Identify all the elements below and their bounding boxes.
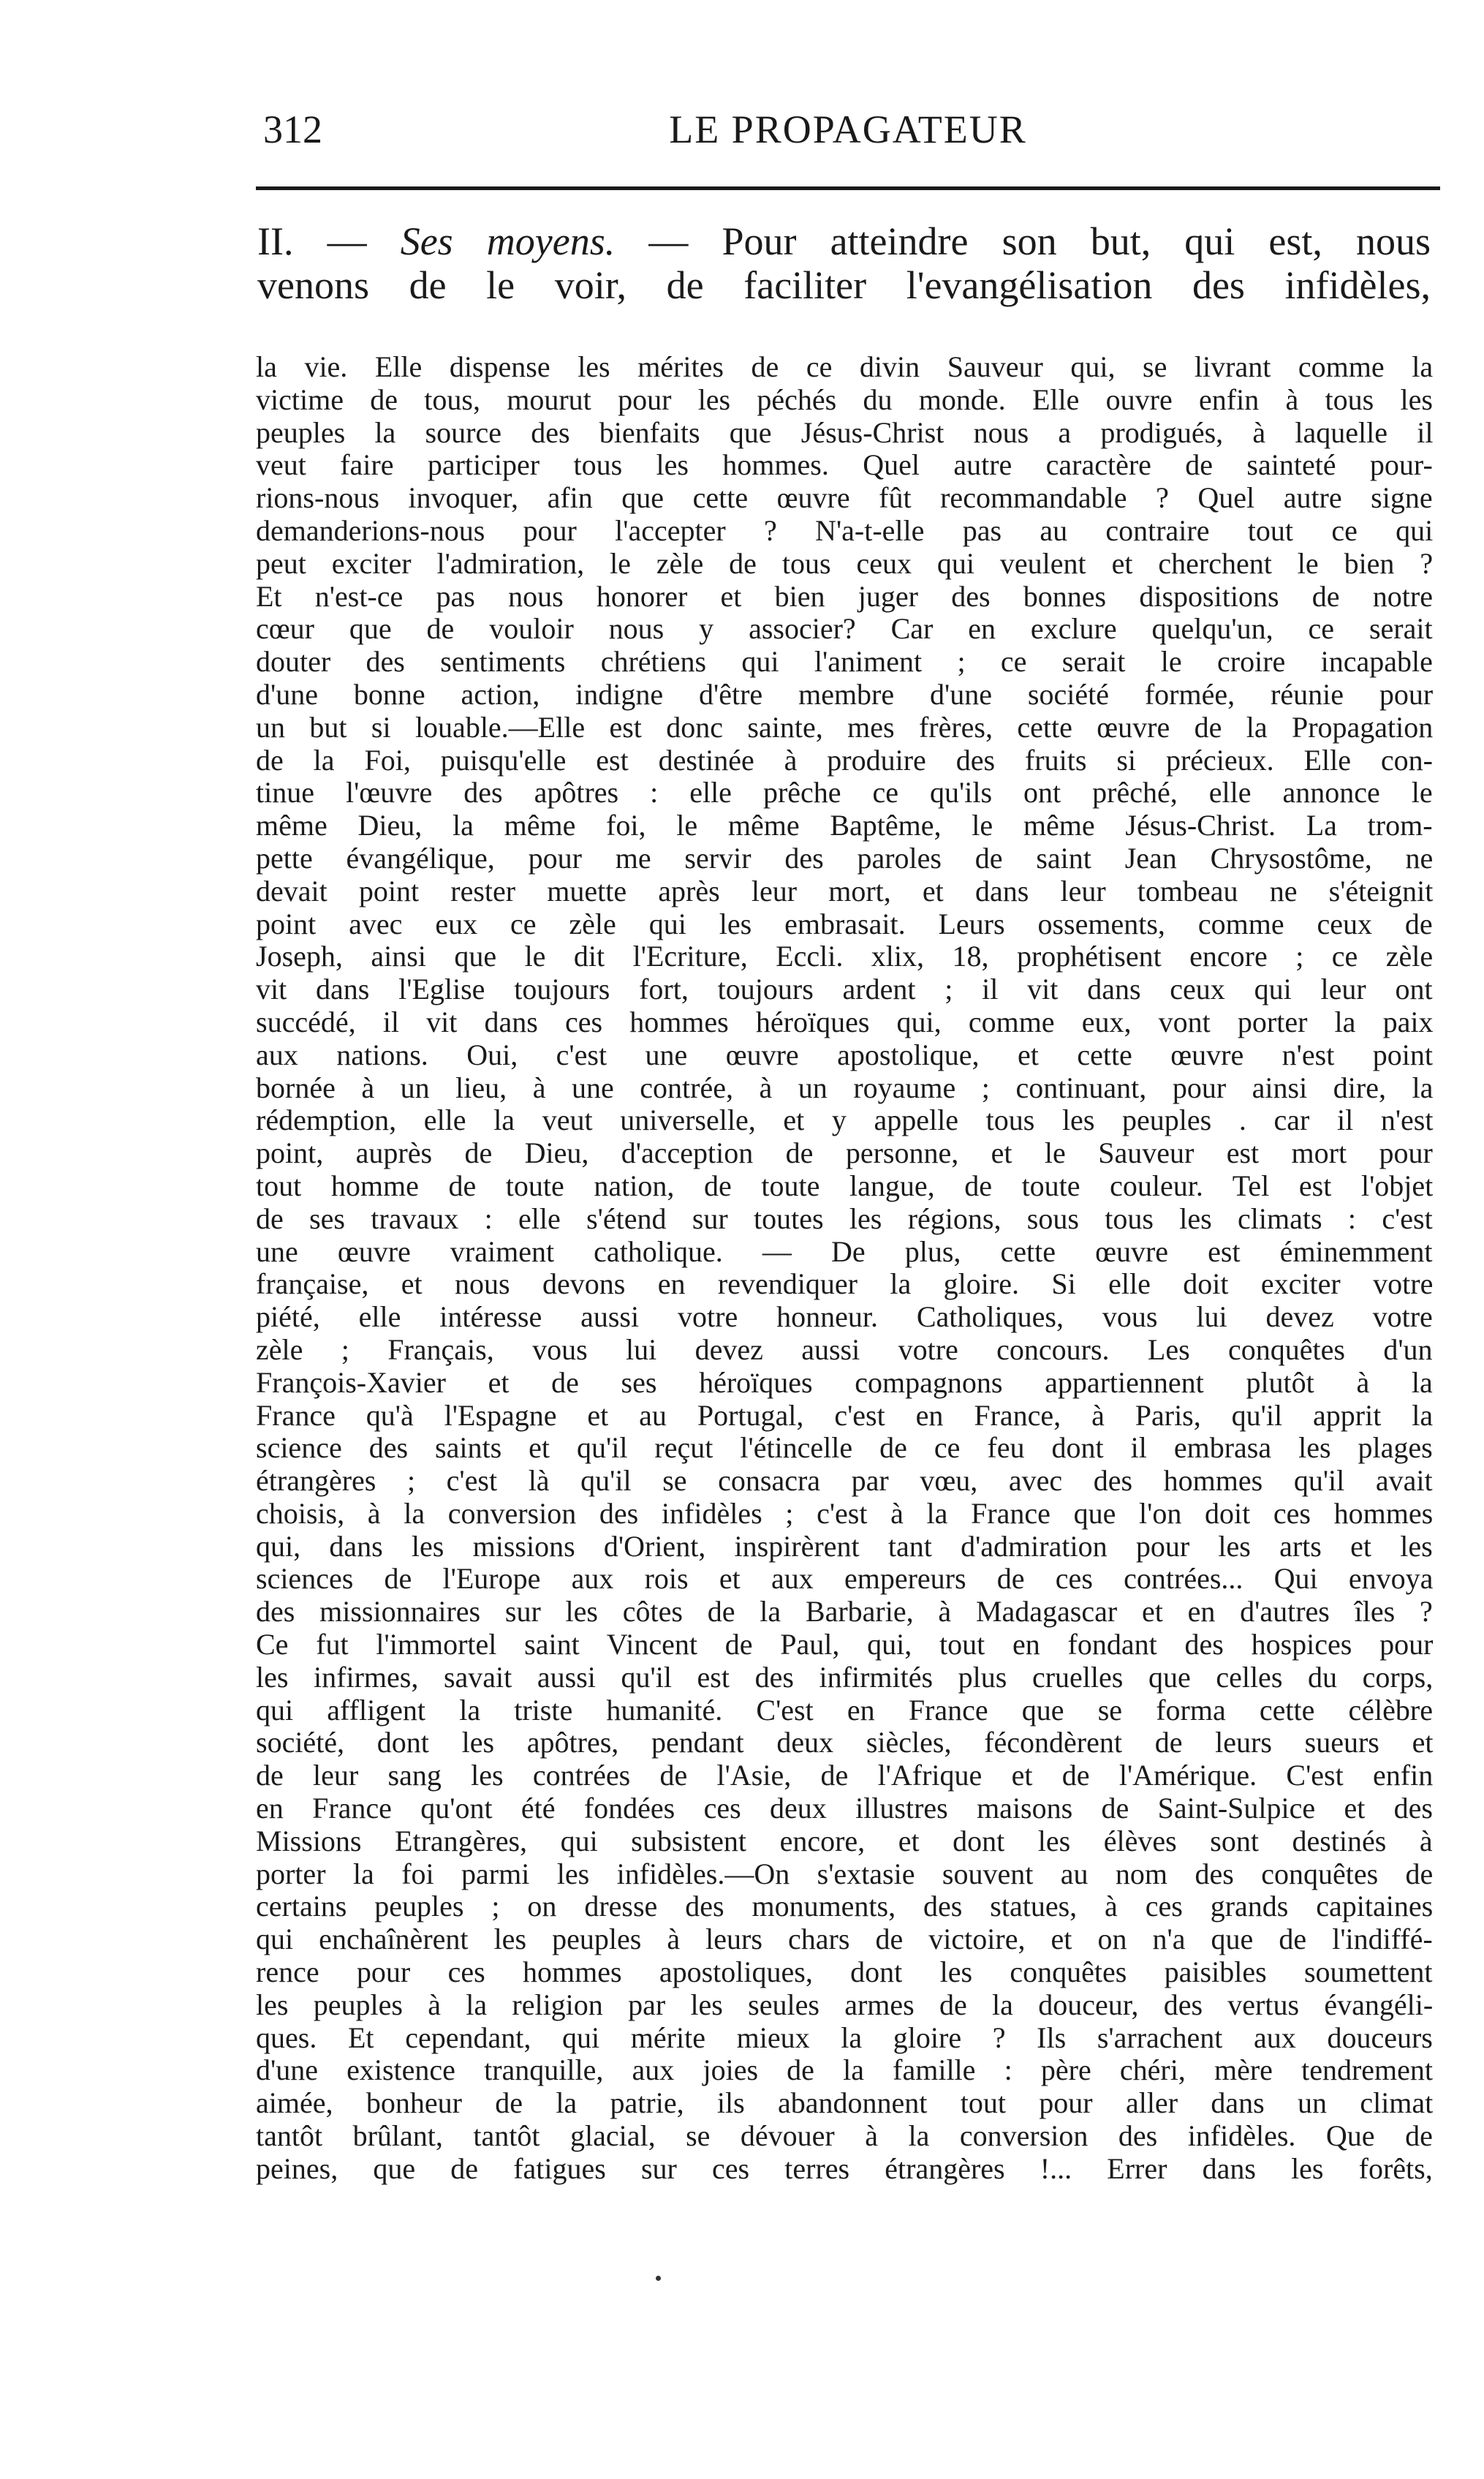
body-line: de leur sang les contrées de l'Asie, de l'Afrique et de l'Amérique. C'est enfin — [256, 1759, 1434, 1792]
body-line: François-Xavier et de ses héroïques compagnons appartiennent plutôt à la — [256, 1365, 1433, 1399]
body-line: tinue l'œuvre des apôtres : elle prêche ce qu'ils ont prêché, elle annonce le — [256, 776, 1433, 810]
body-line: victime de tous, mourut pour les péchés du monde. Elle ouvre enfin à tous les — [256, 382, 1433, 416]
body-line: de ses travaux : elle s'étend sur toutes les régions, sous tous les climats : c'est — [256, 1201, 1433, 1235]
section-heading-line-1 — [257, 219, 1431, 263]
body-line: piété, elle intéresse aussi votre honneur. Catholiques, vous lui devez votre — [256, 1300, 1433, 1334]
body-text — [256, 351, 1433, 2186]
body-line: de la Foi, puisqu'elle est destinée à produire des fruits si précieux. Elle con- — [256, 743, 1433, 777]
body-line: veut faire participer tous les hommes. Quel autre caractère de sainteté pour- — [256, 448, 1433, 482]
page-number: 312 — [263, 107, 322, 151]
body-line: douter des sentiments chrétiens qui l'animent ; ce serait le croire incapable — [256, 645, 1433, 679]
body-line: aux nations. Oui, c'est une œuvre apostolique, et cette œuvre n'est point — [256, 1038, 1434, 1071]
body-line: peuples la source des bienfaits que Jésus-Christ nous a prodigués, à laquelle il — [256, 415, 1434, 449]
body-line: les peuples à la religion par les seules armes de la douceur, des vertus évangéli- — [256, 1988, 1434, 2021]
body-line: même Dieu, la même foi, le même Baptême, le même Jésus-Christ. La trom- — [256, 809, 1433, 842]
body-line: Et n'est-ce pas nous honorer et bien juger des bonnes dispositions de notre — [256, 579, 1433, 613]
body-line: la vie. Elle dispense les mérites de ce divin Sauveur qui, se livrant comme la — [256, 350, 1434, 383]
body-line: porter la foi parmi les infidèles.—On s'extasie souvent au nom des conquêtes de — [256, 1857, 1434, 1890]
body-line: tantôt brûlant, tantôt glacial, se dévouer à la conversion des infidèles. Que de — [256, 2119, 1433, 2153]
footer-dot — [656, 2276, 661, 2281]
body-line: en France qu'ont été fondées ces deux illustres maisons de Saint-Sulpice et des — [256, 1792, 1433, 1825]
section-heading-rest: — Pour atteindre son but, qui est, nous — [648, 219, 1431, 263]
body-line: d'une bonne action, indigne d'être membre d'une société formée, réunie pour — [256, 677, 1434, 711]
body-line: pette évangélique, pour me servir des paroles de saint Jean Chrysostôme, ne — [256, 841, 1434, 875]
body-line: cœur que de vouloir nous y associer? Car en exclure quelqu'un, ce serait — [256, 612, 1433, 646]
body-line: succédé, il vit dans ces hommes héroïques qui, comme eux, vont porter la paix — [256, 1005, 1434, 1038]
body-line: devait point rester muette après leur mort, et dans leur tombeau ne s'éteignit — [256, 874, 1434, 908]
body-line: bornée à un lieu, à une contrée, à un royaume ; continuant, pour ainsi dire, la — [256, 1071, 1434, 1104]
body-line: rions-nous invoquer, afin que cette œuvre fût recommandable ? Quel autre signe — [256, 481, 1433, 515]
body-line: demanderions-nous pour l'accepter ? N'a-t-elle pas au contraire tout ce qui — [256, 513, 1434, 547]
body-line: peut exciter l'admiration, le zèle de tous ceux qui veulent et cherchent le bien ? — [256, 546, 1434, 580]
body-line: tout homme de toute nation, de toute langue, de toute couleur. Tel est l'objet — [256, 1169, 1434, 1202]
body-line: science des saints et qu'il reçut l'étincelle de ce feu dont il embrasa les plages — [256, 1431, 1433, 1465]
body-line: étrangères ; c'est là qu'il se consacra par vœu, avec des hommes qu'il avait — [256, 1464, 1433, 1498]
body-line: vit dans l'Eglise toujours fort, toujours ardent ; il vit dans ceux qui leur ont — [256, 973, 1433, 1006]
header-rule — [256, 186, 1440, 190]
body-line: un but si louable.—Elle est donc sainte, mes frères, cette œuvre de la Propagation — [256, 710, 1434, 744]
body-line: ques. Et cependant, qui mérite mieux la gloire ? Ils s'arrachent aux douceurs — [256, 2020, 1433, 2054]
body-line: qui, dans les missions d'Orient, inspirèrent tant d'admiration pour les arts et les — [256, 1529, 1433, 1563]
section-title: Ses moyens. — [400, 219, 616, 263]
body-line: d'une existence tranquille, aux joies de la famille : père chéri, mère tendrement — [256, 2053, 1433, 2087]
section-number: II. — — [257, 219, 367, 263]
body-line: les infirmes, savait aussi qu'il est des infirmités plus cruelles que celles du corps, — [256, 1660, 1434, 1694]
body-line: Missions Etrangères, qui subsistent encore, et dont les élèves sont destinés à — [256, 1824, 1433, 1857]
body-line: aimée, bonheur de la patrie, ils abandonnent tout pour aller dans un climat — [256, 2086, 1434, 2120]
body-line: choisis, à la conversion des infidèles ; c'est à la France que l'on doit ces hommes — [256, 1496, 1434, 1530]
body-line: des missionnaires sur les côtes de la Barbarie, à Madagascar et en d'autres îles ? — [256, 1595, 1433, 1629]
body-line: qui enchaînèrent les peuples à leurs chars de victoire, et on n'a que de l'indiffé- — [256, 1923, 1433, 1956]
body-line: point avec eux ce zèle qui les embrasait. Leurs ossements, comme ceux de — [256, 907, 1433, 940]
body-line: certains peuples ; on dresse des monuments, des statues, à ces grands capitaines — [256, 1890, 1434, 1923]
body-line: une œuvre vraiment catholique. — De plus, cette œuvre est éminemment — [256, 1234, 1433, 1268]
running-head — [263, 104, 1433, 155]
body-line: peines, que de fatigues sur ces terres étrangères !... Errer dans les forêts, — [256, 2151, 1433, 2185]
body-line: France qu'à l'Espagne et au Portugal, c'est en France, à Paris, qu'il apprit la — [256, 1398, 1434, 1432]
section-heading — [257, 219, 1431, 307]
body-line: rédemption, elle la veut universelle, et y appelle tous les peuples . car il n'est — [256, 1103, 1434, 1137]
section-heading-line-2: venons de le voir, de faciliter l'evangélisation des infidèles, — [257, 263, 1431, 307]
body-line: qui affligent la triste humanité. C'est en France que se forma cette célèbre — [256, 1693, 1433, 1727]
body-line: française, et nous devons en revendiquer la gloire. Si elle doit exciter votre — [256, 1267, 1434, 1301]
body-line: sciences de l'Europe aux rois et aux empereurs de ces contrées... Qui envoya — [256, 1562, 1434, 1596]
body-line: zèle ; Français, vous lui devez aussi votre concours. Les conquêtes d'un — [256, 1332, 1433, 1366]
body-line: Ce fut l'immortel saint Vincent de Paul, qui, tout en fondant des hospices pour — [256, 1628, 1434, 1661]
running-title: LE PROPAGATEUR — [669, 107, 1027, 151]
body-line: Joseph, ainsi que le dit l'Ecriture, Eccli. xlix, 18, prophétisent encore ; ce zèle — [256, 940, 1434, 973]
body-line: société, dont les apôtres, pendant deux siècles, fécondèrent de leurs sueurs et — [256, 1726, 1434, 1759]
body-line: point, auprès de Dieu, d'acception de personne, et le Sauveur est mort pour — [256, 1136, 1433, 1170]
body-line: rence pour ces hommes apostoliques, dont les conquêtes paisibles soumettent — [256, 1955, 1433, 1989]
